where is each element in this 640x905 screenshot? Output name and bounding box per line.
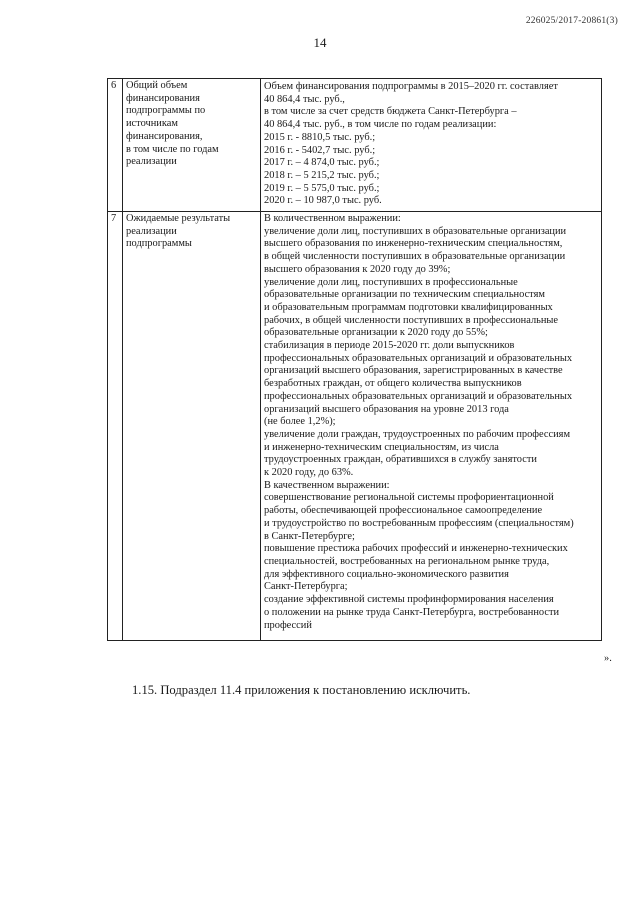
row-value-line: 2019 г. – 5 575,0 тыс. руб.; (264, 182, 380, 194)
table-row (108, 79, 602, 212)
row-value-line: высшего образования по инженерно-техническим специальностям, (264, 238, 563, 250)
row-value-line: безработных граждан, от общего количества выпускников (264, 378, 522, 390)
row-label-line: подпрограммы по (126, 105, 206, 117)
program-table (107, 78, 602, 641)
row-label (123, 212, 261, 641)
closing-quote-mark: ». (604, 653, 612, 664)
row-label-line: реализации (126, 156, 177, 168)
row-label-line: подпрограммы (126, 238, 192, 250)
row-label-line: Ожидаемые результаты (126, 213, 231, 224)
row-value-line: (не более 1,2%); (264, 416, 336, 428)
row-label-line: Общий объем (126, 80, 188, 91)
row-value-line: В качественном выражении: (264, 479, 390, 491)
row-value-line: 2015 г. - 8810,5 тыс. руб.; (264, 131, 376, 143)
row-label-line: источникам (126, 118, 178, 130)
row-value-line: профессиональных образовательных организаций и образовательных (264, 390, 573, 402)
row-value-line: к 2020 году, до 63%. (264, 467, 354, 479)
row-value-line: создание эффективной системы профинформирования населения (264, 594, 554, 606)
row-value-line: 2020 г. – 10 987,0 тыс. руб. (264, 195, 382, 207)
row-value-line: и образовательным программам подготовки квалифицированных (264, 301, 553, 313)
row-number: 6 (108, 79, 123, 212)
row-value-line: Санкт-Петербурга; (264, 581, 348, 593)
row-value-line: профессий (264, 619, 312, 631)
row-value-line: Объем финансирования подпрограммы в 2015–2020 гг. составляет (264, 81, 558, 92)
row-value-line: о положении на рынке труда Санкт-Петербурга, востребованности (264, 606, 560, 618)
row-value-line: стабилизация в периоде 2015-2020 гг. доли выпускников (264, 340, 515, 352)
row-value-line: образовательные организации по техническим специальностям (264, 289, 545, 301)
row-value-line: в общей численности поступивших в образовательные организации (264, 251, 566, 263)
row-value-line: трудоустроенных граждан, обратившихся в службу занятости (264, 454, 537, 466)
table-row (108, 212, 602, 641)
row-value-line: увеличение доли лиц, поступивших в образовательные организации (264, 225, 567, 237)
amendment-paragraph: 1.15. Подраздел 11.4 приложения к постановлению исключить. (132, 683, 471, 697)
row-value (261, 212, 602, 641)
row-value-line: в том числе за счет средств бюджета Санкт-Петербурга – (264, 106, 517, 118)
row-value-line: 40 864,4 тыс. руб., в том числе по годам реализации: (264, 119, 497, 131)
row-value-line: рабочих, в общей численности поступивших в профессиональные (264, 314, 559, 326)
row-value-line: и трудоустройство по востребованным профессиям (специальностям) (264, 517, 574, 529)
row-value-line: высшего образования к 2020 году до 39%; (264, 263, 451, 275)
row-value-line: для эффективного социально-экономического развития (264, 568, 509, 580)
row-value-line: повышение престижа рабочих профессий и инженерно-технических (264, 543, 568, 555)
row-value-line: В количественном выражении: (264, 213, 401, 224)
row-value-line: совершенствование региональной системы профориентационной (264, 492, 554, 504)
row-value-line: работы, обеспечивающей профессиональное самоопределение (264, 505, 543, 517)
row-value-line: 40 864,4 тыс. руб., (264, 93, 345, 105)
row-value-line: организаций высшего образования на уровне 2013 года (264, 403, 509, 415)
row-value (261, 79, 602, 212)
row-value-line: увеличение доли граждан, трудоустроенных по рабочим профессиям (264, 428, 571, 440)
document-id: 226025/2017-20861(3) (525, 16, 618, 26)
row-value-line: и инженерно-техническим специальностям, из числа (264, 441, 499, 453)
row-value-line: в Санкт-Петербурге; (264, 530, 355, 542)
row-value-line: профессиональных образовательных организаций и образовательных (264, 352, 573, 364)
row-label-line: финансирования (126, 92, 200, 104)
row-number: 7 (108, 212, 123, 641)
row-value-line: образовательные организации к 2020 году до 55%; (264, 327, 488, 339)
row-label-line: в том числе по годам (126, 143, 219, 155)
row-label-line: реализации (126, 225, 177, 237)
row-label (123, 79, 261, 212)
row-label-line: финансирования, (126, 130, 203, 142)
row-value-line: 2018 г. – 5 215,2 тыс. руб.; (264, 169, 380, 181)
page-number: 14 (313, 35, 327, 50)
row-value-line: 2017 г. – 4 874,0 тыс. руб.; (264, 157, 380, 169)
row-value-line: организаций высшего образования, зарегистрированных в качестве (264, 365, 563, 377)
row-value-line: 2016 г. - 5402,7 тыс. руб.; (264, 144, 376, 156)
row-value-line: увеличение доли лиц, поступивших в профессиональные (264, 276, 518, 288)
row-value-line: специальностей, востребованных на региональном рынке труда, (264, 555, 550, 567)
